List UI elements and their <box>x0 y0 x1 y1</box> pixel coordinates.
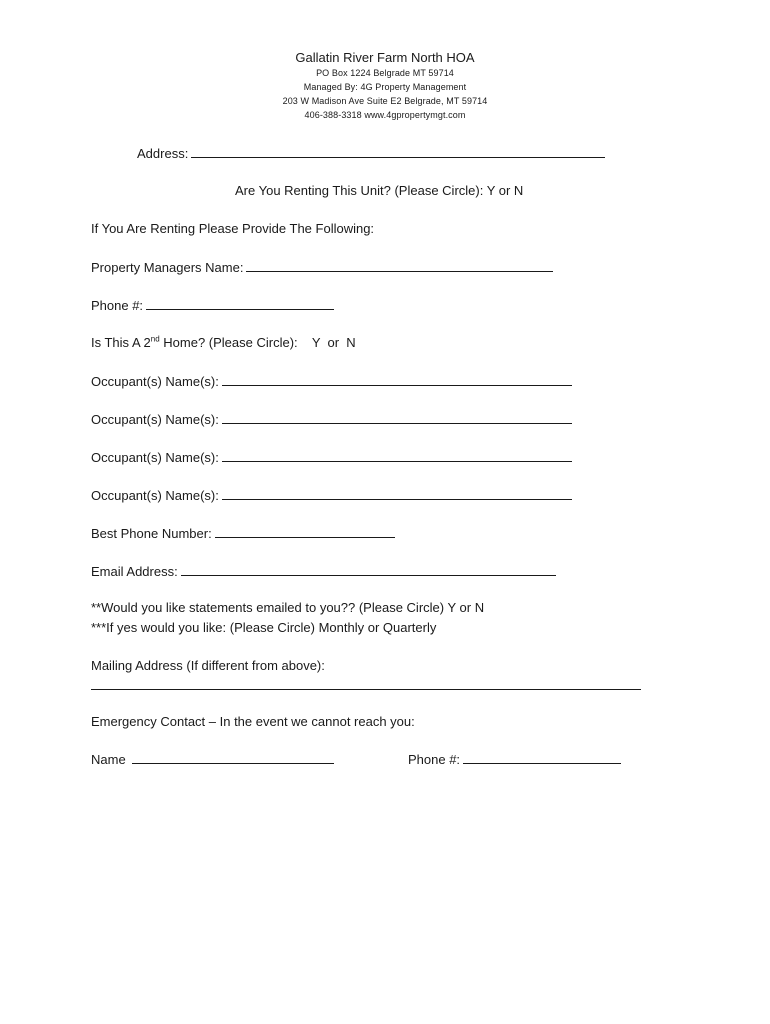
emergency-name-label: Name <box>91 752 126 767</box>
occupant-field[interactable] <box>222 373 572 386</box>
property-manager-row <box>91 259 553 276</box>
occupant-row <box>91 449 572 466</box>
property-manager-label: Property Managers Name: <box>91 260 244 275</box>
org-contact: 406-388-3318 www.4gpropertymgt.com <box>304 110 466 120</box>
emergency-phone-field[interactable] <box>463 751 621 764</box>
phone-label: Phone #: <box>91 298 144 313</box>
emergency-contact-label: Emergency Contact – In the event we cannot reach you: <box>91 714 415 729</box>
emergency-phone-row <box>408 751 621 768</box>
second-home-question <box>91 335 356 351</box>
email-field[interactable] <box>181 563 556 576</box>
renting-question: Are You Renting This Unit? (Please Circle): Y or N <box>235 183 524 198</box>
occupant-label: Occupant(s) Name(s): <box>91 374 219 389</box>
occupant-label: Occupant(s) Name(s): <box>91 488 219 503</box>
best-phone-field[interactable] <box>215 525 395 538</box>
phone-field[interactable] <box>146 297 334 310</box>
second-home-sup: nd <box>150 334 160 344</box>
emergency-name-field[interactable] <box>132 751 334 764</box>
mailing-address-label: Mailing Address (If different from above): <box>91 658 325 673</box>
second-home-suffix: Home? (Please Circle): Y or N <box>159 335 356 350</box>
address-label: Address: <box>137 146 189 161</box>
best-phone-label: Best Phone Number: <box>91 526 212 541</box>
best-phone-row <box>91 525 395 542</box>
phone-row <box>91 297 334 314</box>
email-label: Email Address: <box>91 564 178 579</box>
address-row <box>137 145 605 162</box>
emergency-name-row <box>91 751 334 768</box>
renting-instructions: If You Are Renting Please Provide The Following: <box>91 221 375 236</box>
org-manager: Managed By: 4G Property Management <box>303 82 467 92</box>
mailing-address-field[interactable] <box>91 689 641 690</box>
second-home-prefix: Is This A 2 <box>91 335 151 350</box>
occupant-label: Occupant(s) Name(s): <box>91 450 219 465</box>
occupant-row <box>91 411 572 428</box>
org-po-box: PO Box 1224 Belgrade MT 59714 <box>316 68 454 78</box>
email-row <box>91 563 556 580</box>
org-title: Gallatin River Farm North HOA <box>295 50 475 65</box>
address-field[interactable] <box>191 145 605 158</box>
occupant-field[interactable] <box>222 487 572 500</box>
emergency-phone-label: Phone #: <box>408 752 461 767</box>
occupant-row <box>91 487 572 504</box>
occupant-field[interactable] <box>222 449 572 462</box>
occupant-field[interactable] <box>222 411 572 424</box>
occupant-label: Occupant(s) Name(s): <box>91 412 219 427</box>
statements-question: **Would you like statements emailed to you?? (Please Circle) Y or N <box>91 600 485 615</box>
statements-frequency: ***If yes would you like: (Please Circle) Monthly or Quarterly <box>91 620 437 635</box>
occupant-row <box>91 373 572 390</box>
property-manager-field[interactable] <box>246 259 553 272</box>
org-street-address: 203 W Madison Ave Suite E2 Belgrade, MT 59714 <box>282 96 488 106</box>
